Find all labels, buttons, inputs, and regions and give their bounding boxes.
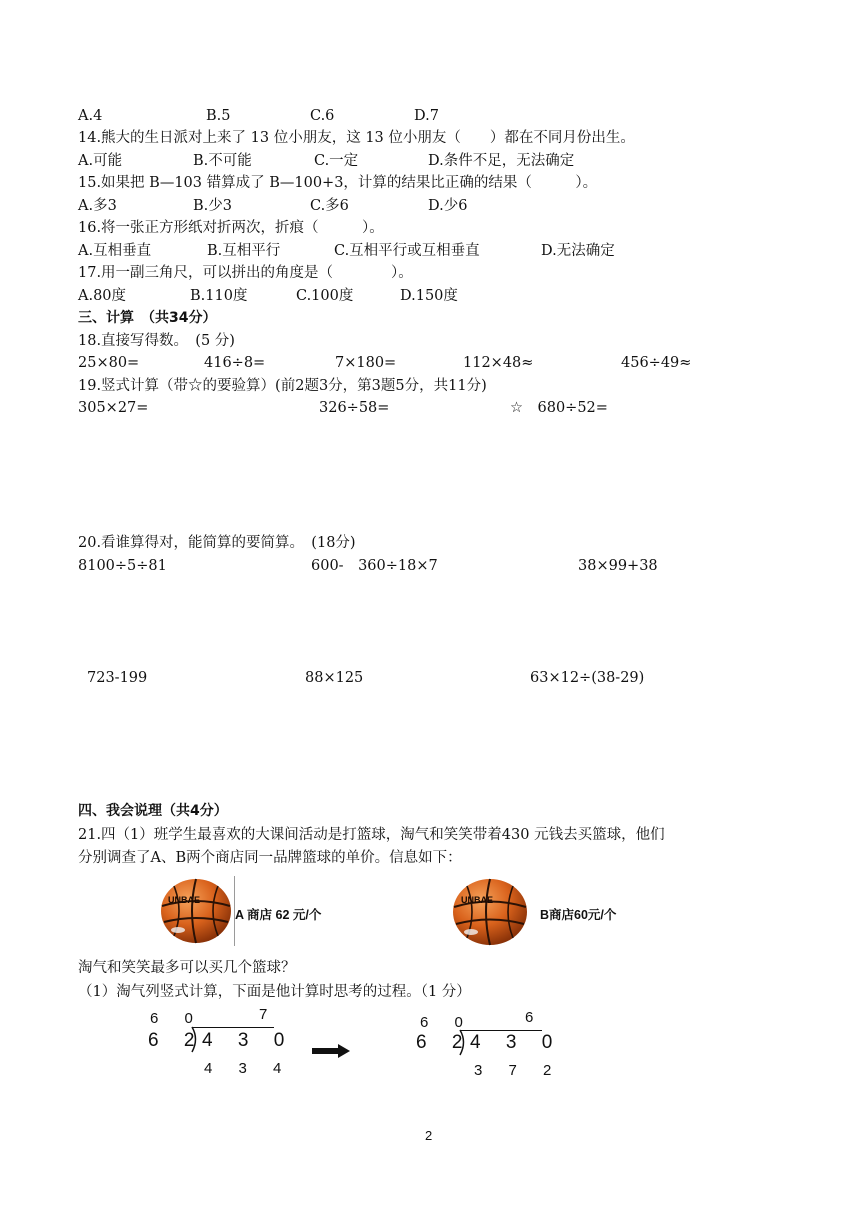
calc-item: 38×99+38 bbox=[578, 558, 658, 574]
calc-item: 600- 360÷18×7 bbox=[311, 558, 438, 574]
question-20: 20.看谁算得对，能简算的要简算。 (18分) bbox=[78, 535, 356, 551]
option-c: C.多6 bbox=[310, 198, 349, 214]
option-b: B.少3 bbox=[193, 198, 232, 214]
calc-item: 112×48≈ bbox=[463, 355, 534, 371]
basketball-icon bbox=[452, 878, 528, 946]
section-4-title: 四、我会说理（共4分） bbox=[78, 803, 228, 819]
question-15: 15.如果把 B—103 错算成了 B—100+3，计算的结果比正确的结果（ ）。 bbox=[78, 175, 598, 191]
option-d: D.7 bbox=[414, 108, 439, 124]
option-c: C.一定 bbox=[314, 153, 359, 169]
basketball-icon bbox=[160, 878, 232, 944]
store-b-price: B商店60元/个 bbox=[540, 908, 617, 922]
option-a: A.多3 bbox=[78, 198, 117, 214]
question-21-ask: 淘气和笑笑最多可以买几个篮球？ bbox=[78, 960, 296, 976]
option-c: C.6 bbox=[310, 108, 335, 124]
trial-quotient-hint: 6 0 bbox=[420, 1014, 474, 1031]
calc-item: ☆ 680÷52= bbox=[510, 400, 608, 416]
calc-item: 25×80= bbox=[78, 355, 140, 371]
division-bar bbox=[460, 1030, 542, 1031]
question-14: 14.熊大的生日派对上来了 13 位小朋友，这 13 位小朋友（ ）都在不同月份出生。 bbox=[78, 130, 635, 146]
question-19: 19.竖式计算（带☆的要验算）(前2题3分，第3题5分，共11分) bbox=[78, 378, 487, 394]
calc-item: 7×180= bbox=[335, 355, 397, 371]
division-bar bbox=[192, 1027, 274, 1028]
option-c: C.100度 bbox=[296, 288, 354, 304]
option-b: B.互相平行 bbox=[207, 243, 281, 259]
ball-logo-text: UNBAE bbox=[168, 895, 201, 905]
option-d: D.150度 bbox=[400, 288, 458, 304]
section-3-title: 三、计算 （共34分） bbox=[78, 310, 217, 326]
question-21-part-1: （1）淘气列竖式计算，下面是他计算时思考的过程。（1 分） bbox=[78, 984, 471, 1000]
calc-item: 416÷8= bbox=[204, 355, 266, 371]
dividend: 4 3 0 bbox=[202, 1030, 295, 1051]
dividend: 4 3 0 bbox=[470, 1032, 563, 1053]
divisor: 6 2 bbox=[148, 1030, 205, 1051]
right-arrow-icon bbox=[312, 1044, 350, 1058]
divisor: 6 2 bbox=[416, 1032, 473, 1053]
option-b: B.不可能 bbox=[193, 153, 252, 169]
quotient: 7 bbox=[259, 1006, 279, 1023]
calc-item: 63×12÷(38-29) bbox=[530, 670, 645, 686]
calc-item: 326÷58= bbox=[319, 400, 390, 416]
option-a: A.4 bbox=[78, 108, 103, 124]
option-b: B.110度 bbox=[190, 288, 248, 304]
option-c: C.互相平行或互相垂直 bbox=[334, 243, 480, 259]
option-d: D.条件不足，无法确定 bbox=[428, 153, 575, 169]
option-d: D.无法确定 bbox=[541, 243, 615, 259]
product: 3 7 2 bbox=[474, 1062, 563, 1079]
question-18: 18.直接写得数。 (5 分) bbox=[78, 333, 235, 349]
store-a-price: A 商店 62 元/个 bbox=[235, 908, 322, 922]
calc-item: 8100÷5÷81 bbox=[78, 558, 167, 574]
question-21-cont: 分别调查了A、B两个商店同一品牌篮球的单价。信息如下： bbox=[78, 850, 462, 866]
calc-item: 88×125 bbox=[305, 670, 364, 686]
option-a: A.互相垂直 bbox=[78, 243, 152, 259]
question-16: 16.将一张正方形纸对折两次，折痕（ ）。 bbox=[78, 220, 384, 236]
option-d: D.少6 bbox=[428, 198, 468, 214]
question-17: 17.用一副三角尺，可以拼出的角度是（ ）。 bbox=[78, 265, 413, 281]
trial-quotient-hint: 6 0 bbox=[150, 1010, 204, 1027]
page-number: 2 bbox=[425, 1128, 433, 1143]
quotient: 6 bbox=[525, 1009, 545, 1026]
option-a: A.可能 bbox=[78, 153, 123, 169]
option-b: B.5 bbox=[206, 108, 231, 124]
product: 4 3 4 bbox=[204, 1060, 293, 1077]
calc-item: 456÷49≈ bbox=[621, 355, 692, 371]
calc-item: 723-199 bbox=[87, 670, 148, 686]
ball-logo-text: UNBAE bbox=[461, 895, 494, 905]
option-a: A.80度 bbox=[78, 288, 127, 304]
question-21: 21.四（1）班学生最喜欢的大课间活动是打篮球，淘气和笑笑带着430 元钱去买篮球，他们 bbox=[78, 827, 665, 843]
calc-item: 305×27= bbox=[78, 400, 149, 416]
